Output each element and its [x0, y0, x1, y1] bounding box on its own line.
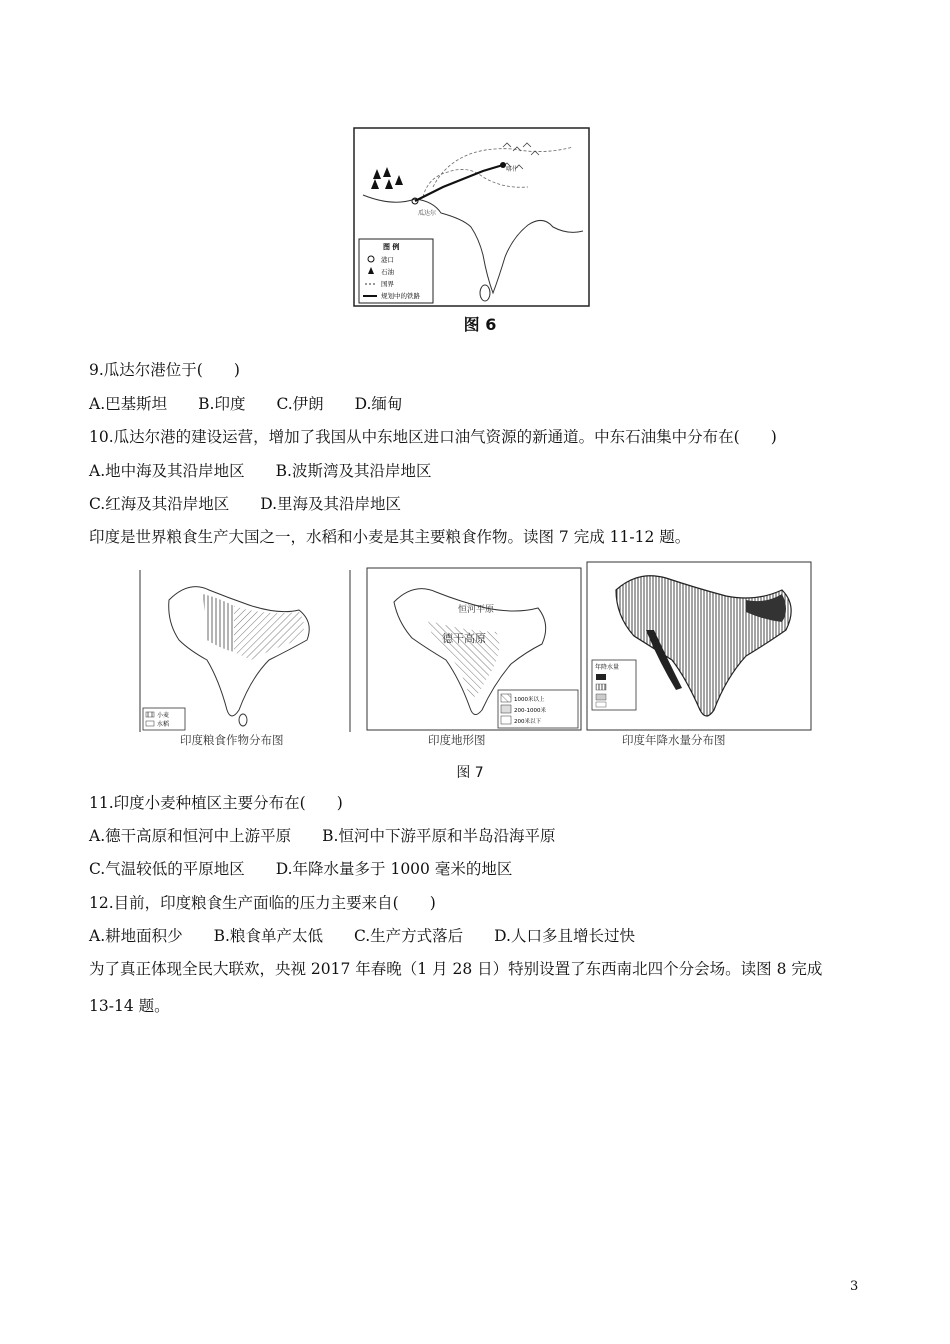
question-10-options-1: A.地中海及其沿岸地区 B.波斯湾及其沿岸地区	[89, 462, 432, 480]
intro-11-12: 印度是世界粮食生产大国之一，水稻和小麦是其主要粮食作物。读图 7 完成 11-12 题。	[89, 528, 691, 546]
svg-text:水稻: 水稻	[157, 721, 170, 728]
india-crop-map	[139, 560, 352, 735]
page-number: 3	[850, 1279, 859, 1294]
svg-text:恒河平原: 恒河平原	[458, 605, 495, 615]
svg-text:德干高原: 德干高原	[442, 632, 486, 645]
figure7-caption: 图 7	[456, 765, 484, 781]
india-rainfall-map-caption: 印度年降水量分布图	[622, 733, 726, 747]
intro-13-14-line-2: 13-14 题。	[89, 997, 170, 1015]
question-9-options: A.巴基斯坦 B.印度 C.伊朗 D.缅甸	[89, 395, 403, 413]
india-crop-map-caption: 印度粮食作物分布图	[180, 733, 284, 747]
question-12-options: A.耕地面积少 B.粮食单产太低 C.生产方式落后 D.人口多且增长过快	[89, 927, 635, 945]
india-terrain-map	[366, 560, 582, 735]
india-rainfall-map	[586, 560, 812, 735]
svg-text:规划中的铁路: 规划中的铁路	[381, 292, 420, 300]
svg-text:石油: 石油	[381, 268, 394, 276]
intro-13-14-line-1: 为了真正体现全民大联欢，央视 2017 年春晚（1 月 28 日）特别设置了东西南北四个分会场。读图 8 完成	[89, 960, 823, 978]
svg-text:小麦: 小麦	[157, 712, 170, 719]
svg-text:200米以下: 200米以下	[514, 719, 541, 725]
figure6-caption: 图 6	[463, 315, 497, 334]
svg-text:国界: 国界	[381, 280, 394, 288]
svg-text:港口: 港口	[381, 256, 394, 264]
svg-text:图 例: 图 例	[383, 243, 400, 251]
svg-text:年降水量: 年降水量	[595, 664, 620, 671]
question-11-stem: 11.印度小麦种植区主要分布在( )	[89, 794, 343, 812]
question-9-stem: 9.瓜达尔港位于( )	[89, 361, 240, 379]
question-10-options-2: C.红海及其沿岸地区 D.里海及其沿岸地区	[89, 495, 402, 513]
question-10-stem: 10.瓜达尔港的建设运营，增加了我国从中东地区进口油气资源的新通道。中东石油集中分布在( )	[89, 428, 777, 446]
question-11-options-2: C.气温较低的平原地区 D.年降水量多于 1000 毫米的地区	[89, 860, 513, 878]
question-12-stem: 12.目前，印度粮食生产面临的压力主要来自( )	[89, 894, 436, 912]
svg-text:200-1000米: 200-1000米	[514, 708, 546, 714]
svg-text:瓜达尔: 瓜达尔	[418, 210, 437, 217]
india-terrain-map-caption: 印度地形图	[428, 733, 486, 747]
figure6-map	[353, 127, 590, 307]
svg-text:喀什: 喀什	[506, 166, 519, 173]
question-11-options-1: A.德干高原和恒河中上游平原 B.恒河中下游平原和半岛沿海平原	[89, 827, 556, 845]
svg-text:1000米以上: 1000米以上	[514, 697, 545, 703]
